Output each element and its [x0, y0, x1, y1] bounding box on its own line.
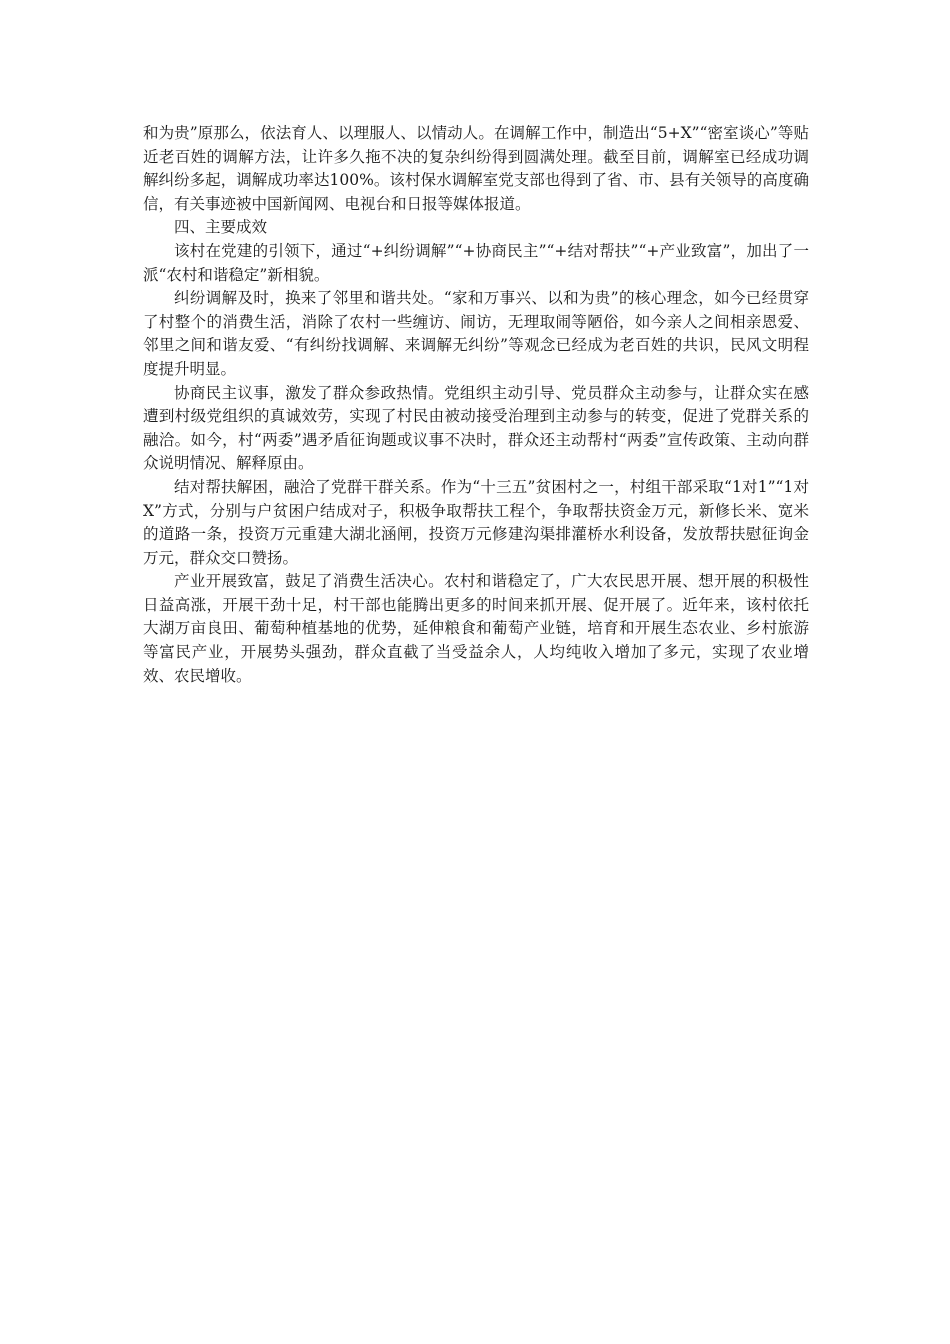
- paragraph-paired-assistance: 结对帮扶解困，融洽了党群干群关系。作为“十三五”贫困村之一，村组干部采取“1对1”“1对X”方式，分别与户贫困户结成对子，积极争取帮扶工程个，争取帮扶资金万元，新修长米、宽米的道路一条，投资万元重建大湖北涵闸，投资万元修建沟渠排灌桥水利设备，发放帮扶慰征询金万元，群众交口赞扬。: [143, 477, 809, 567]
- section-heading: 四、主要成效: [174, 218, 268, 237]
- document-body: [143, 122, 809, 688]
- paragraph-continuation: 和为贵”原那么，依法育人、以理服人、以情动人。在调解工作中，制造出“5+X”“密室谈心”等贴近老百姓的调解方法，让许多久拖不决的复杂纠纷得到圆满处理。截至目前，调解室已经成功调解纠纷多起，调解成功率达100%。该村保水调解室党支部也得到了省、市、县有关领导的高度确信，有关事迹被中国新闻网、电视台和日报等媒体报道。: [143, 124, 809, 213]
- paragraph-summary: 该村在党建的引领下，通过“+纠纷调解”“+协商民主”“+结对帮扶”“+产业致富”，加出了一派“农村和谐稳定”新相貌。: [143, 241, 809, 284]
- paragraph-industry-development: 产业开展致富，鼓足了消费生活决心。农村和谐稳定了，广大农民思开展、想开展的积极性日益高涨，开展干劲十足，村干部也能腾出更多的时间来抓开展、促开展了。近年来，该村依托大湖万亩良田、葡萄种植基地的优势，延伸粮食和葡萄产业链，培育和开展生态农业、乡村旅游等富民产业，开展势头强劲，群众直截了当受益余人，人均纯收入增加了多元，实现了农业增效、农民增收。: [143, 572, 809, 685]
- paragraph-democratic-consultation: 协商民主议事，激发了群众参政热情。党组织主动引导、党员群众主动参与，让群众实在感遭到村级党组织的真诚效劳，实现了村民由被动接受治理到主动参与的转变，促进了党群关系的融洽。如今，村“两委”遇矛盾征询题或议事不决时，群众还主动帮村“两委”宣传政策、主动向群众说明情况、解释原由。: [143, 383, 809, 473]
- paragraph-dispute-mediation: 纠纷调解及时，换来了邻里和谐共处。“家和万事兴、以和为贵”的核心理念，如今已经贯穿了村整个的消费生活，消除了农村一些缠访、闹访，无理取闹等陋俗，如今亲人之间相亲恩爱、邻里之间和谐友爱、“有纠纷找调解、来调解无纠纷”等观念已经成为老百姓的共识，民风文明程度提升明显。: [143, 289, 809, 378]
